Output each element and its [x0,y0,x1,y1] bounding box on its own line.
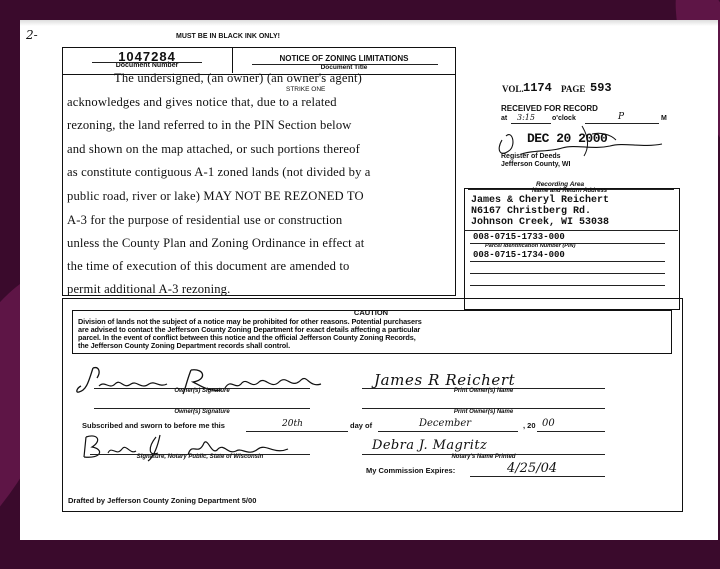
caution-text: the Jefferson County Zoning Department records shall control. [78,341,291,350]
day-of-label: day of [350,421,373,430]
body-line: acknowledges and gives notice that, due to a related [67,95,337,109]
body-line: rezoning, the land referred to in the PIN Section below [67,118,352,132]
page-label: PAGE [561,84,586,94]
received-for-record: RECEIVED FOR RECORD [501,104,598,113]
document-title-label: Document Title [320,64,368,71]
commission-value: 4/25/04 [507,461,558,476]
body-line: A-3 for the purpose of residential use or construction [67,213,343,227]
document-title: NOTICE OF ZONING LIMITATIONS [279,54,409,63]
month-line [378,431,518,432]
commission-line [470,476,605,477]
owner-signature [75,360,345,400]
body-line: unless the County Plan and Zoning Ordinance in effect at [67,236,365,250]
pin-label: Parcel Identification Number (PIN) [485,243,576,249]
year-line [537,431,605,432]
caution-text: Division of lands not the subject of a notice may be prohibited for other reasons. Potential purchasers [78,317,422,326]
vol-label: VOL. [502,84,524,94]
footer-drafted-by: Drafted by Jefferson County Zoning Department 5/00 [68,496,257,505]
year-prefix: , 20 [523,421,536,430]
body-line: as constitute contiguous A-1 zoned lands (not divided by a [67,165,371,179]
pin-line [470,273,665,274]
body-line: permit additional A-3 rezoning. [67,282,231,296]
document-number-label: Document Number [115,62,179,69]
print-owner-name: James R Reichert [374,371,516,389]
document-number: 1047284 [118,49,176,64]
strike-one-note: STRIKE ONE [286,86,326,93]
pin-line [470,261,665,262]
m-label: M [661,115,667,122]
owner-signature-label: Owner(s) Signature [174,409,230,415]
at-label: at [501,115,508,122]
header-underline [252,64,438,65]
header-underline [92,62,202,63]
scan-edge-shadow [20,20,718,26]
owner-signature-label: Owner(s) Signature [174,388,230,394]
header-instruction: MUST BE IN BLACK INK ONLY! [176,33,280,40]
day-value: 20th [282,419,303,429]
notary-name-label: Notary's Name Printed [451,454,516,460]
recording-area-label: Recording Area [536,181,585,188]
notary-signature-label: Signature, Notary Public, State of Wisconsin [136,454,264,460]
header-divider [232,47,233,73]
pin-value: 008-0715-1734-000 [473,250,565,260]
vol-value: 1174 [523,81,552,95]
caution-text: are advised to contact the Jefferson County Zoning Department for exact details affecting a particular [78,325,421,334]
notary-printed-name: Debra J. Magritz [372,438,488,453]
print-owner-label: Print Owner(s) Name [453,388,514,394]
month-value: December [419,418,472,429]
pin-line [470,285,665,286]
return-address-label: Name and Return Address [532,188,608,194]
print-owner-label: Print Owner(s) Name [453,409,514,415]
date-stamp: DEC 20 2000 [527,131,608,146]
page-value: 593 [590,81,612,95]
register-of-deeds: Register of Deeds [501,153,561,160]
scanned-document [20,20,718,540]
pin-value: 008-0715-1733-000 [473,232,565,242]
meridiem-value: P [618,112,625,122]
subscribed-label: Subscribed and sworn to before me this [82,421,225,430]
time-value: 3:15 [517,113,535,122]
commission-label: My Commission Expires: [366,466,456,475]
body-line: public road, river or lake) MAY NOT BE REZONED TO [67,189,364,203]
return-address-line: Johnson Creek, WI 53038 [471,217,610,228]
body-line: The undersigned, (an owner) (an owner's agent) [114,71,363,85]
recording-divider [464,230,678,231]
return-address-line: N6167 Christberg Rd. [471,206,592,217]
year-value: 00 [542,418,555,429]
top-mark: 2- [26,28,38,42]
body-line: the time of execution of this document are amended to [67,259,350,273]
oclock-label: o'clock [552,115,576,122]
county-label: Jefferson County, WI [501,161,571,168]
return-address-line: James & Cheryl Reichert [471,195,610,206]
caution-text: parcel. In the event of conflict between this notice and the official Jefferson County Zoning Records, [78,333,416,342]
caution-title: CAUTION [353,308,389,317]
body-line: and shown on the map attached, or such portions thereof [67,142,360,156]
